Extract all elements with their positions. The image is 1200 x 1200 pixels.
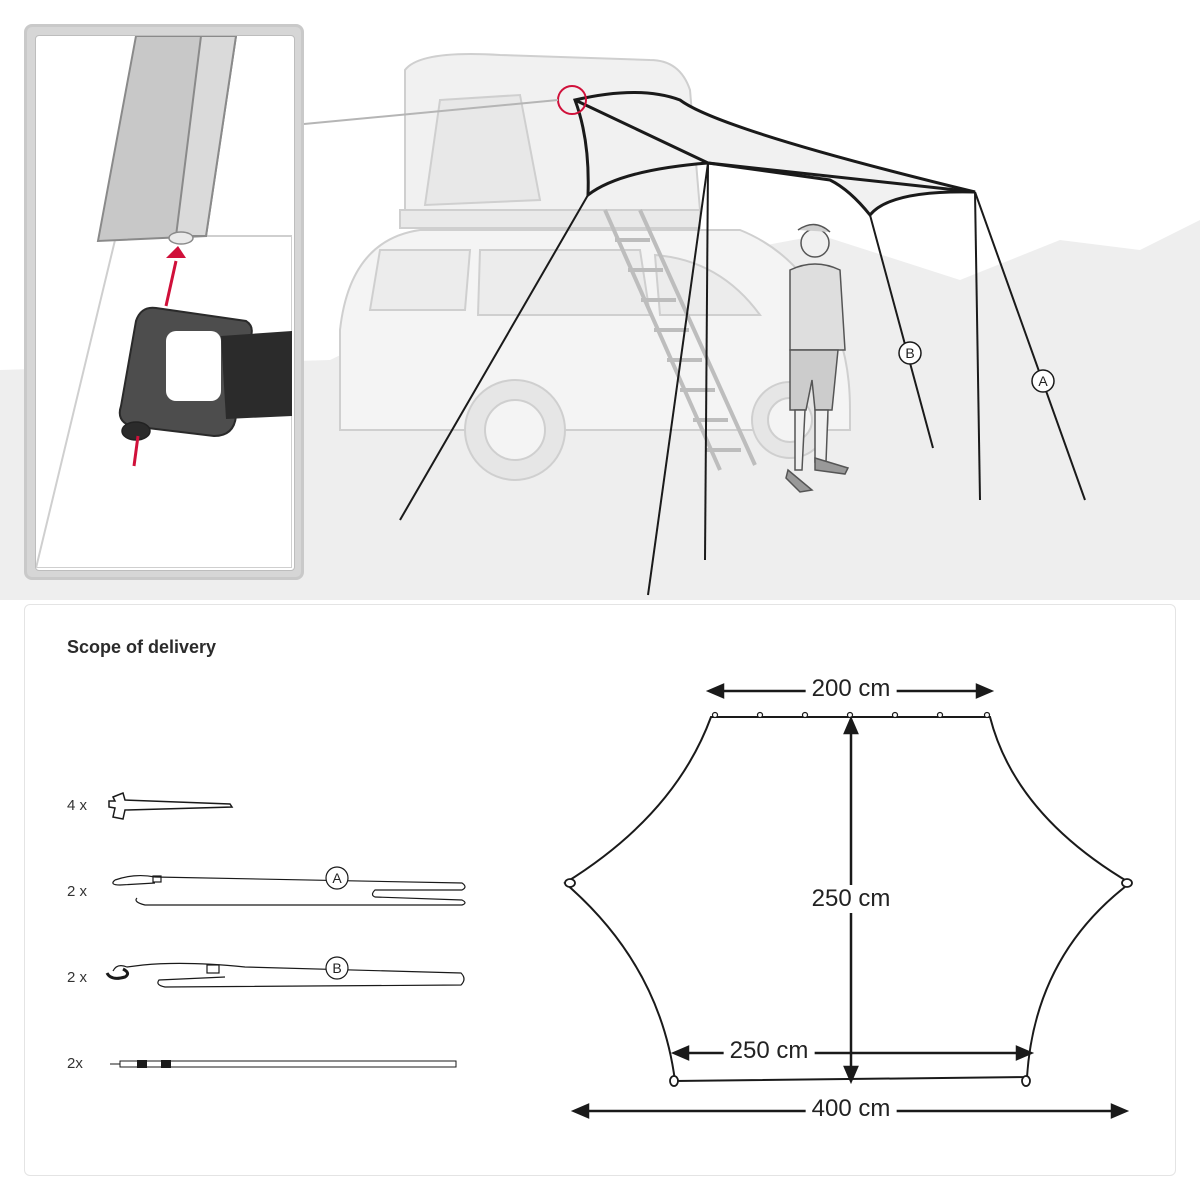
- ground-peg-icon: [109, 793, 232, 819]
- item-qty-pegs: 4 x: [67, 797, 88, 814]
- svg-text:B: B: [905, 345, 915, 361]
- dimension-height: 250 cm: [806, 885, 897, 913]
- tent-pole-icon: [110, 1060, 456, 1068]
- pole-callout-b: [899, 342, 921, 364]
- item-qty-poles: 2x: [67, 1055, 83, 1072]
- pole-callout-a: [1032, 370, 1054, 392]
- dimension-total-width: 400 cm: [806, 1095, 897, 1123]
- keder-clip-detail: [36, 36, 292, 568]
- panel-title: Scope of delivery: [67, 637, 217, 657]
- detail-inset-content: [35, 35, 295, 571]
- dimension-top-width: 200 cm: [806, 675, 897, 703]
- rope-a-label: A: [332, 870, 342, 886]
- item-qty-rope-a: 2 x: [67, 883, 88, 900]
- svg-text:A: A: [1038, 373, 1048, 389]
- item-qty-rope-b: 2 x: [67, 969, 88, 986]
- scope-of-delivery-panel: [24, 604, 1176, 1176]
- rope-b-label: B: [332, 960, 342, 976]
- detail-inset: [24, 24, 304, 580]
- dimension-bottom-width: 250 cm: [724, 1037, 815, 1065]
- guy-rope-a-icon: [113, 867, 465, 905]
- delivery-items-drawing: [25, 605, 1177, 1177]
- guy-rope-b-icon: [107, 957, 464, 987]
